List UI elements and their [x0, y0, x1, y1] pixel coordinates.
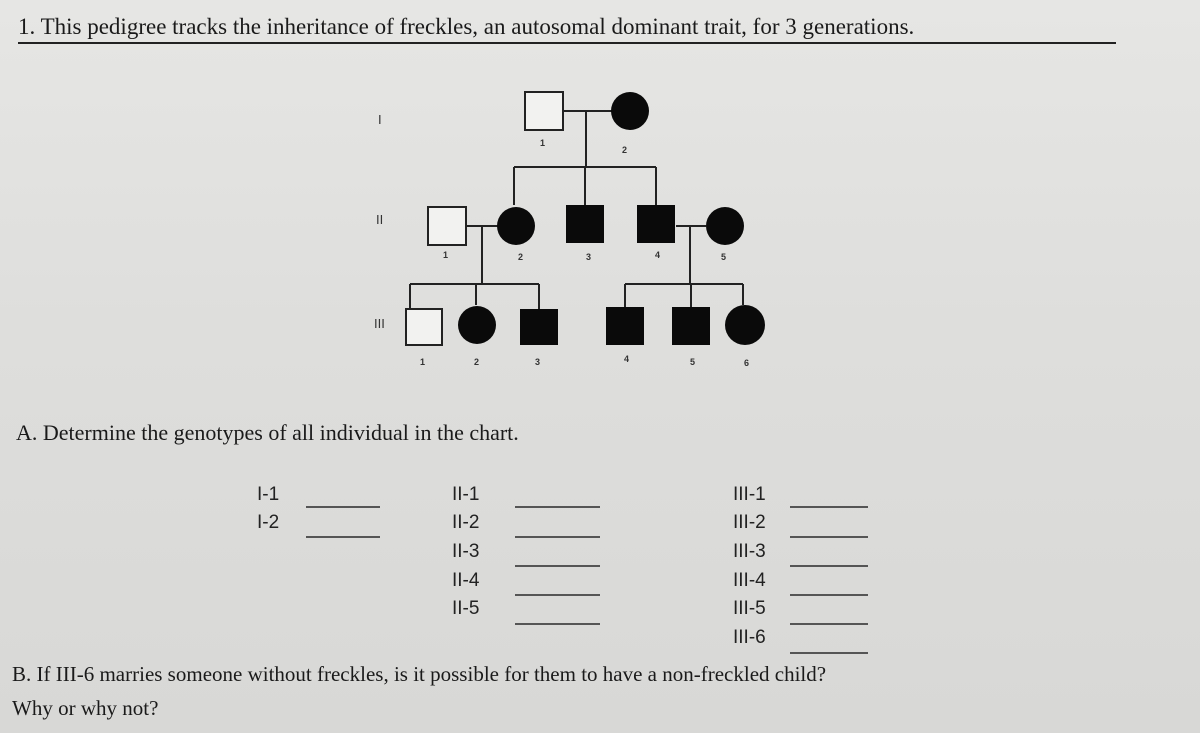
individual-ii1-unaffected-male	[428, 207, 466, 245]
number-i1: 1	[540, 138, 546, 148]
individual-i1-unaffected-male	[525, 92, 563, 130]
number-iii5: 5	[690, 357, 696, 367]
number-ii5: 5	[721, 252, 727, 262]
individual-iii5-affected-male	[672, 307, 710, 345]
answer-blank-ii1[interactable]	[515, 506, 600, 508]
individual-i2-affected-female	[611, 92, 649, 130]
individual-iii6-affected-female	[725, 305, 765, 345]
answer-blank-iii3[interactable]	[790, 565, 868, 567]
individual-ii3-affected-male	[566, 205, 604, 243]
number-ii3: 3	[586, 252, 592, 262]
part-b-followup: Why or why not?	[12, 696, 159, 720]
genotype-label-ii5: II-5	[452, 598, 480, 619]
number-iii4: 4	[624, 354, 630, 364]
individual-iii4-affected-male	[606, 307, 644, 345]
answer-blank-i1[interactable]	[306, 506, 380, 508]
genotype-label-i1: I-1	[257, 484, 280, 505]
number-ii2: 2	[518, 252, 524, 262]
genotype-label-ii4: II-4	[452, 570, 480, 591]
genotype-label-i2: I-2	[257, 512, 280, 533]
answer-blank-ii5[interactable]	[515, 623, 600, 625]
number-iii2: 2	[474, 357, 480, 367]
answer-blank-iii5[interactable]	[790, 623, 868, 625]
answer-blank-iii6[interactable]	[790, 652, 868, 654]
genotype-label-iii4: III-4	[733, 570, 766, 591]
genotype-label-ii1: II-1	[452, 484, 480, 505]
answer-blank-iii2[interactable]	[790, 536, 868, 538]
generation-label-ii: II	[376, 212, 384, 227]
number-ii1: 1	[443, 250, 449, 260]
answer-blank-ii3[interactable]	[515, 565, 600, 567]
individual-iii2-affected-female	[458, 306, 496, 344]
individual-ii2-affected-female	[497, 207, 535, 245]
number-i2: 2	[622, 145, 628, 155]
genotype-label-iii3: III-3	[733, 541, 766, 562]
number-iii6: 6	[744, 358, 750, 368]
number-iii3: 3	[535, 357, 541, 367]
answer-blank-ii2[interactable]	[515, 536, 600, 538]
answer-blank-iii1[interactable]	[790, 506, 868, 508]
number-iii1: 1	[420, 357, 426, 367]
number-ii4: 4	[655, 250, 661, 260]
answer-blank-i2[interactable]	[306, 536, 380, 538]
part-b-question: B. If III-6 marries someone without freckles, is it possible for them to have a non-freckled child?	[12, 662, 827, 686]
genotype-label-iii2: III-2	[733, 512, 766, 533]
individual-ii5-affected-female	[706, 207, 744, 245]
genotype-label-iii6: III-6	[733, 627, 766, 648]
question-title: 1. This pedigree tracks the inheritance of freckles, an autosomal dominant trait, for 3 generations.	[18, 14, 915, 39]
answer-blank-iii4[interactable]	[790, 594, 868, 596]
individual-iii3-affected-male	[520, 309, 558, 345]
genotype-label-ii2: II-2	[452, 512, 480, 533]
individual-iii1-unaffected-male	[406, 309, 442, 345]
generation-label-iii: III	[374, 316, 385, 331]
genotype-label-ii3: II-3	[452, 541, 480, 562]
part-a-question: A. Determine the genotypes of all individual in the chart.	[16, 420, 519, 445]
individual-ii4-affected-male	[637, 205, 675, 243]
genotype-label-iii5: III-5	[733, 598, 766, 619]
answer-blank-ii4[interactable]	[515, 594, 600, 596]
genotype-label-iii1: III-1	[733, 484, 766, 505]
generation-label-i: I	[378, 112, 382, 127]
